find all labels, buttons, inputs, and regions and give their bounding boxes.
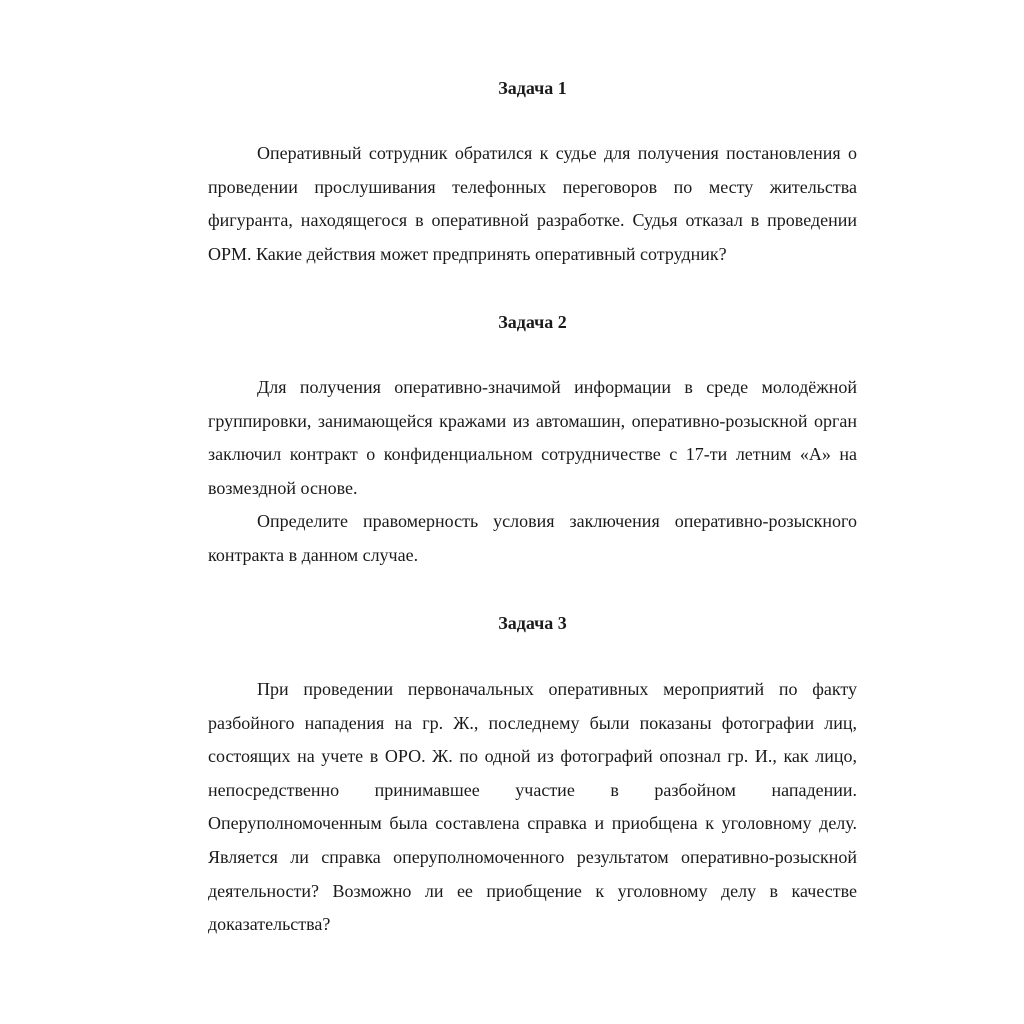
task-2-paragraph-1: Для получения оперативно-значимой информации в среде молодёжной группировки, занимающейся кражами из автомашин, оперативно-розыскной орган заключил контракт о конфиденциальном сотрудничестве с 17-ти летним «А» на возмездной основе. bbox=[208, 377, 857, 498]
task-2-paragraph-2: Определите правомерность условия заключения оперативно-розыскного контракта в данном случае. bbox=[208, 511, 857, 565]
task-1-paragraph-1: Оперативный сотрудник обратился к судье для получения постановления о проведении прослушивания телефонных переговоров по месту жительства фигуранта, находящегося в оперативной разработке. Судья отказал в проведении ОРМ. Какие действия может предпринять оперативный сотрудник? bbox=[208, 143, 857, 264]
task-3-heading: Задача 3 bbox=[498, 613, 567, 633]
task-3-paragraph-1: При проведении первоначальных оперативных мероприятий по факту разбойного нападения на гр. Ж., последнему были показаны фотографии лиц, состоящих на учете в ОРО. Ж. по одной из фотографий опознал гр. И., как лицо, непосредственно принимавшее участие в разбойном нападении. Оперуполномоченным была составлена справка и приобщена к уголовному делу. Является ли справка оперуполномоченного результатом оперативно-розыскной деятельности? Возможно ли ее приобщение к уголовному делу в качестве доказательства? bbox=[208, 679, 857, 935]
task-1-heading: Задача 1 bbox=[498, 78, 567, 98]
task-2-heading: Задача 2 bbox=[498, 312, 567, 332]
